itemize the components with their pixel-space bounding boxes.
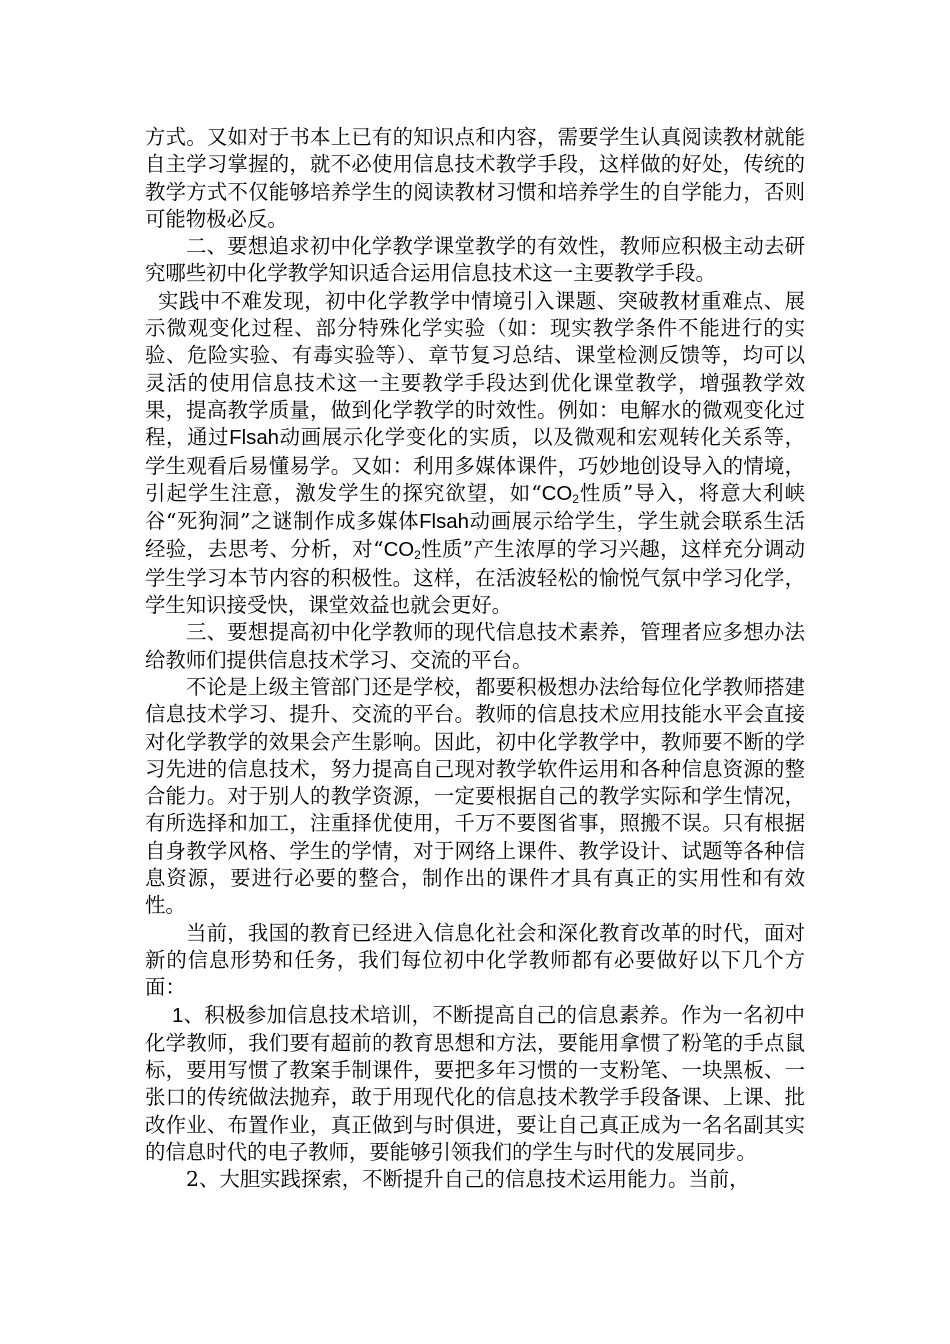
formula-subscript: 2 <box>572 491 579 506</box>
flash-term: Flsah <box>229 427 280 450</box>
document-body <box>145 124 805 1194</box>
flash-term: Flsah <box>419 511 469 534</box>
section-heading-two: 二、要想追求初中化学教学课堂教学的有效性，教师应积极主动去研究哪些初中化学教学知识适合运用信息技术这一主要教学手段。 <box>145 234 805 286</box>
paragraph-text: 性质”产生浓厚的学习兴趣，这样充分调动学生学习本节内容的积极性。这样，在活波轻松的愉悦气氛中学习化学，学生知识接受快，课堂效益也就会更好。 <box>145 537 805 618</box>
paragraph-teacher-platform: 不论是上级主管部门还是学校，都要积极想办法给每位化学教师搭建信息技术学习、提升、交流的平台。教师的信息技术应用技能水平会直接对化学教学的效果会产生影响。因此，初中化学教学中，教师要不断的学习先进的信息技术，努力提高自己现对教学软件运用和各种信息资源的整合能力。对于别人的教学资源，一定要根据自己的教学实际和学生情况，有所选择和加工，注重择优使用，千万不要图省事，照搬不误。只有根据自身教学风格、学生的学情，对于网络上课件、教学设计、试题等各种信息资源，要进行必要的整合，制作出的课件才具有真正的实用性和有效性。 <box>145 674 805 918</box>
list-number: 1 <box>172 1004 184 1027</box>
list-item-two: 2、大胆实践探索，不断提升自己的信息技术运用能力。当前， <box>186 1167 750 1192</box>
chemical-formula: CO <box>541 482 573 505</box>
list-item-one <box>145 1002 805 1167</box>
paragraph-practice-examples <box>145 288 805 620</box>
paragraph-text: 实践中不难发现，初中化学教学中情境引入课题、突破教材重难点、展示微观变化过程、部分特殊化学实验（如：现实教学条件不能进行的实验、危险实验、有毒实验等）、章节复习总结、课堂检测反馈等，均可以灵活的使用信息技术这一主要教学手段达到优化课堂教学，增强教学效果，提高教学质量，做到化学教学的时效性。例如：电解水的微观变化过程，通过 <box>145 288 805 450</box>
formula-subscript: 2 <box>414 548 421 563</box>
paragraph-current-era: 当前，我国的教育已经进入信息化社会和深化教育改革的时代，面对新的信息形势和任务，我们每位初中化学教师都有必要做好以下几个方面： <box>145 920 805 1000</box>
paragraph-text: 性质”导入，将意大利峡谷“死狗洞”之谜制作成多媒体 <box>145 480 805 534</box>
paragraph-text: 动画展示给学生，学生就会联系生活经验，去思考、分析，对“ <box>145 509 805 562</box>
chemical-formula: CO <box>383 539 415 562</box>
section-heading-three: 三、要想提高初中化学教师的现代信息技术素养，管理者应多想办法给教师们提供信息技术学习、交流的平台。 <box>145 620 805 672</box>
paragraph-intro-continuation: 方式。又如对于书本上已有的知识点和内容，需要学生认真阅读教材就能自主学习掌握的，就不必使用信息技术教学手段，这样做的好处，传统的教学方式不仅能够培养学生的阅读教材习惯和培养学生的自学能力，否则可能物极必反。 <box>145 125 805 231</box>
list-item-text: 、积极参加信息技术培训，不断提高自己的信息素养。作为一名初中化学教师，我们要有超前的教育思想和方法，要能用拿惯了粉笔的手点鼠标，要用写惯了教案手制课件，要把多年习惯的一支粉笔、一块黑板、一张口的传统做法抛弃，敢于用现代化的信息技术教学手段备课、上课、批改作业、布置作业，真正做到与时俱进，要让自己真正成为一名名副其实的信息时代的电子教师，要能够引领我们的学生与时代的发展同步。 <box>145 1002 805 1164</box>
paragraph-text: 动画展示化学变化的实质，以及微观和宏观转化关系等，学生观看后易懂易学。又如：利用多媒体课件，巧妙地创设导入的情境，引起学生注意，激发学生的探究欲望，如“ <box>145 425 805 505</box>
